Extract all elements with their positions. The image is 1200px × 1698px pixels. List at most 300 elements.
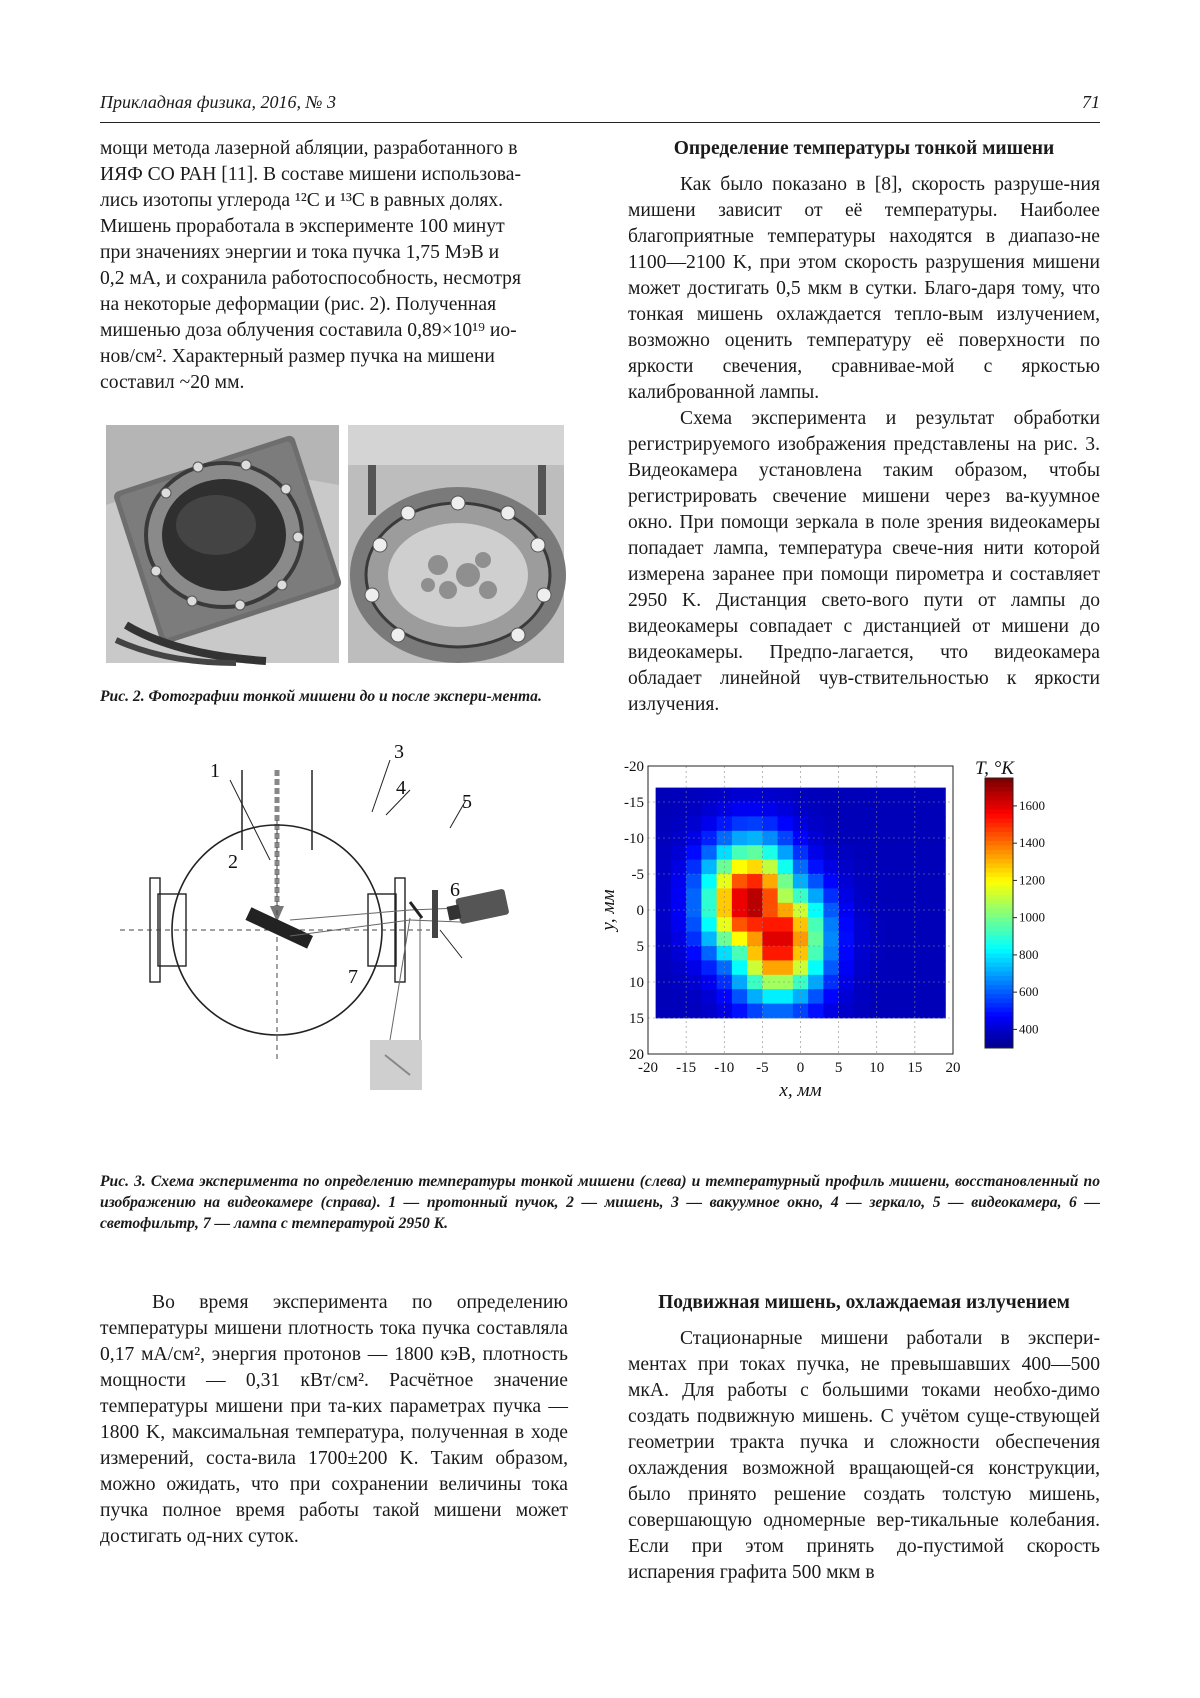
heatmap-cell [778,1004,794,1019]
heatmap-cell [900,816,916,831]
colorbar-segment [985,828,1013,833]
heatmap-cell [656,989,672,1004]
colorbar-segment [985,1026,1013,1031]
left-top-line: составил ~20 мм. [100,372,245,393]
heatmap-cell [701,788,717,803]
heatmap-cell [823,903,839,918]
heatmap-cell [884,802,900,817]
heatmap-cell [884,946,900,961]
heatmap-cell [839,1004,855,1019]
colorbar-segment [985,796,1013,801]
heatmap-cell [778,932,794,947]
heatmap-cell [717,917,733,932]
heatmap-cell [869,888,885,903]
heatmap-cell [778,860,794,875]
schema-label-2: 2 [228,851,238,873]
heatmap-cell [808,845,824,860]
heatmap-cell [747,816,763,831]
colorbar-segment [985,994,1013,999]
heatmap-cell [671,860,687,875]
heatmap-cell [839,802,855,817]
heatmap-cell [854,946,870,961]
temperature-heatmap [590,756,1110,1146]
colorbar-segment [985,1030,1013,1035]
colorbar-segment [985,864,1013,869]
heatmap-cell [884,903,900,918]
heatmap-cell [732,874,748,889]
heatmap-cell [823,788,839,803]
left-top-text [100,136,568,396]
colorbar-segment [985,792,1013,797]
colorbar-segment [985,850,1013,855]
heatmap-cell [915,788,931,803]
colorbar-segment [985,945,1013,950]
header-rule [100,122,1100,123]
colorbar-segment [985,1017,1013,1022]
left-top-line: при значениях энергии и тока пучка 1,75 МэВ и [100,242,500,263]
heatmap-cell [793,903,809,918]
colorbar-segment [985,895,1013,900]
heatmap-cell [915,960,931,975]
x-tick-label: -10 [714,1060,735,1076]
heatmap-cell [930,932,946,947]
heatmap-cell [823,989,839,1004]
heatmap-cell [793,816,809,831]
heatmap-cell [930,960,946,975]
colorbar-segment [985,913,1013,918]
colorbar-segment [985,954,1013,959]
heatmap-cell [884,888,900,903]
heatmap-cell [823,816,839,831]
heatmap-cell [900,932,916,947]
schema-label-1: 1 [210,760,220,782]
heatmap-cell [915,917,931,932]
heatmap-cell [869,917,885,932]
x-tick-label: -15 [676,1060,697,1076]
figure2-caption: Рис. 2. Фотографии тонкой мишени до и после экспери-мента. [100,688,542,705]
heatmap-cell [747,917,763,932]
colorbar-segment [985,900,1013,905]
heatmap-cell [686,874,702,889]
heatmap-cell [869,831,885,846]
paragraph: Стационарные мишени работали в экспери-ментах при токах пучка, не превышавших 400—500 мкА. Для работы с большими токами необхо-димо создать подвижную мишень. С учётом суще-ствующей геометрии тракта пучка и сложности обеспечения охлаждения возможной вращающей-ся конструкции, было принято решение создать толстую мишень, совершающую одномерные вер-тикальные колебания. Если при этом принять до-пустимой скорость испарения графита 500 мкм в [628,1328,1100,1583]
heatmap-cell [869,946,885,961]
heatmap-cell [701,874,717,889]
heatmap-cell [823,831,839,846]
heatmap-cell [930,860,946,875]
heatmap-cell [656,802,672,817]
heatmap-cell [701,917,717,932]
heatmap-cell [686,917,702,932]
heatmap-cell [930,917,946,932]
colorbar-tick-label: 800 [1019,946,1039,962]
experiment-schema [110,741,590,1100]
heatmap-cell [671,932,687,947]
heatmap-cell [671,1004,687,1019]
heatmap-cell [839,888,855,903]
heatmap-cell [854,903,870,918]
heatmap-cell [686,860,702,875]
heatmap-cell [869,802,885,817]
colorbar-segment [985,859,1013,864]
colorbar-segment [985,810,1013,815]
y-tick-label: -15 [624,795,644,811]
heatmap-cell [778,989,794,1004]
heatmap-cell [686,816,702,831]
heatmap-cell [823,960,839,975]
heatmap-cell [808,960,824,975]
heatmap-cell [930,1004,946,1019]
colorbar-segment [985,783,1013,788]
heatmap-cell [869,903,885,918]
colorbar-segment [985,999,1013,1004]
heatmap-cell [717,932,733,947]
photo-target-after [348,425,564,663]
left-bottom-text [100,1290,568,1550]
heatmap-cell [778,946,794,961]
heatmap-cell [884,860,900,875]
heatmap-cell [839,946,855,961]
heatmap-cell [930,989,946,1004]
heatmap-cell [747,960,763,975]
heatmap-cell [701,946,717,961]
heatmap-cell [686,1004,702,1019]
heatmap-cell [701,802,717,817]
heatmap-cell [671,788,687,803]
heatmap-cell [671,888,687,903]
colorbar-segment [985,931,1013,936]
section-heading-temperature: Определение температуры тонкой мишени [673,138,1055,159]
heatmap-cell [930,874,946,889]
heatmap-cell [686,888,702,903]
heatmap-cell [839,860,855,875]
heatmap-cell [717,802,733,817]
heatmap-cell [915,860,931,875]
heatmap-cell [732,860,748,875]
heatmap-cell [900,960,916,975]
colorbar-segment [985,837,1013,842]
heatmap-cell [717,816,733,831]
heatmap-cell [823,975,839,990]
y-tick-label: 5 [636,939,644,955]
colorbar-segment [985,805,1013,810]
heatmap-cell [808,802,824,817]
colorbar-tick-label: 400 [1019,1021,1039,1037]
colorbar-segment [985,985,1013,990]
heatmap-cell [900,831,916,846]
heatmap-cell [808,816,824,831]
heatmap-cell [656,816,672,831]
heatmap-cell [778,874,794,889]
colorbar-segment [985,882,1013,887]
paragraph: Как было показано в [8], скорость разруше-ния мишени зависит от её температуры. Наиболее благоприятные температуры находятся в диапазо-не 1100—2100 K, при этом скорость разрушения мишени может достигать 0,5 мкм в сутки. Благо-даря тому, что тонкая мишень охлаждается тепло-вым излучением, возможно оценить температуру её поверхности по яркости свечения, сравнивае-мой с яркостью калиброванной лампы. [628,174,1100,403]
heatmap-cell [732,932,748,947]
heatmap-cell [823,845,839,860]
heatmap-cell [747,1004,763,1019]
heatmap-cell [762,788,778,803]
heatmap-cell [854,932,870,947]
heatmap-cell [839,903,855,918]
heatmap-cell [915,802,931,817]
heatmap-cell [701,1004,717,1019]
heatmap-cell [732,816,748,831]
heatmap-cell [930,788,946,803]
heatmap-cell [808,874,824,889]
heatmap-cell [656,1004,672,1019]
heatmap-cell [747,845,763,860]
heatmap-cell [823,1004,839,1019]
heatmap-cell [884,975,900,990]
heatmap-cell [671,874,687,889]
heatmap-cell [686,989,702,1004]
colorbar-segment [985,855,1013,860]
heatmap-cell [732,1004,748,1019]
heatmap-cell [671,960,687,975]
heatmap-cell [762,960,778,975]
heatmap-cell [884,845,900,860]
colorbar-segment [985,823,1013,828]
colorbar-segment [985,967,1013,972]
colorbar-segment [985,801,1013,806]
heatmap-cell [915,874,931,889]
heatmap-cell [701,989,717,1004]
heatmap-cell [930,816,946,831]
left-top-line: лись изотопы углерода ¹²C и ¹³C в равных долях. [100,190,504,211]
heatmap-cell [747,860,763,875]
heatmap-cell [808,975,824,990]
heatmap-cell [701,860,717,875]
heatmap-cell [656,917,672,932]
heatmap-cell [854,874,870,889]
heatmap-cell [778,845,794,860]
heatmap-cell [686,788,702,803]
heatmap-cell [732,989,748,1004]
left-top-line: мишенью доза облучения составила 0,89×10¹⁹ ио- [100,320,517,341]
heatmap-cell [869,816,885,831]
heatmap-cell [884,816,900,831]
colorbar-segment [985,1035,1013,1040]
colorbar-segment [985,990,1013,995]
heatmap-cell [900,1004,916,1019]
heatmap-cell [732,888,748,903]
heatmap-cell [854,860,870,875]
heatmap-cell [900,860,916,875]
colorbar-segment [985,886,1013,891]
y-axis-label: y, мм [598,889,619,931]
heatmap-cell [900,946,916,961]
heatmap-cell [884,831,900,846]
heatmap-cell [778,802,794,817]
heatmap-cell [701,960,717,975]
heatmap-cell [823,860,839,875]
colorbar-segment [985,873,1013,878]
heatmap-cell [656,860,672,875]
heatmap-cell [686,960,702,975]
heatmap-cell [778,917,794,932]
heatmap-cell [915,1004,931,1019]
colorbar-segment [985,891,1013,896]
heatmap-cell [900,845,916,860]
heatmap-cell [732,960,748,975]
heatmap-cell [747,888,763,903]
colorbar-segment [985,1039,1013,1044]
paragraph: Во время эксперимента по определению температуры мишени плотность тока пучка составляла 0,17 мА/см², энергия протонов — 1800 кэВ, плотность мощности — 0,31 кВт/см². Расчётное значение температуры мишени при та-ких параметрах пучка — 1800 K, максимальная температура, полученная в ходе измерений, соста-вила 1700±200 K. Таким образом, можно ожидать, что при сохранении величины тока пучка полное время работы такой мишени может достигать од-них суток. [100,1292,568,1547]
heatmap-cell [762,888,778,903]
heatmap-cell [778,816,794,831]
heatmap-cell [793,831,809,846]
colorbar-segment [985,877,1013,882]
heatmap-cell [732,802,748,817]
left-top-line: на некоторые деформации (рис. 2). Полученная [100,294,497,315]
heatmap-cell [671,802,687,817]
heatmap-cell [686,802,702,817]
y-tick-label: -10 [624,831,644,847]
y-tick-label: 0 [636,903,644,919]
section-heading-moving-target: Подвижная мишень, охлаждаемая излучением [658,1292,1070,1313]
heatmap-cell [656,888,672,903]
heatmap-cell [793,802,809,817]
heatmap-cell [854,1004,870,1019]
left-top-line: ИЯФ СО РАН [11]. В составе мишени использова- [100,164,521,185]
heatmap-cell [808,946,824,961]
y-tick-label: -5 [631,867,644,883]
heatmap-cell [854,831,870,846]
heatmap-cell [823,874,839,889]
heatmap-cell [915,946,931,961]
heatmap-cell [671,917,687,932]
heatmap-cell [854,788,870,803]
heatmap-cell [656,788,672,803]
heatmap-cell [839,788,855,803]
colorbar-tick-label: 1200 [1019,872,1045,888]
heatmap-cell [762,816,778,831]
colorbar-segment [985,927,1013,932]
page-number: 71 [1082,92,1100,112]
colorbar-tick-label: 600 [1019,984,1039,1000]
heatmap-cell [747,932,763,947]
heatmap-cell [900,874,916,889]
heatmap-cell [930,888,946,903]
heatmap-cell [915,989,931,1004]
x-tick-label: -20 [638,1060,658,1076]
heatmap-cell [762,989,778,1004]
left-top-line: мощи метода лазерной абляции, разработанного в [100,138,518,159]
heatmap-cell [808,932,824,947]
colorbar-segment [985,918,1013,923]
heatmap-cell [839,874,855,889]
x-tick-label: -5 [756,1060,769,1076]
figure3-caption: Рис. 3. Схема эксперимента по определению температуры тонкой мишени (слева) и температурный профиль мишени, восстановленный по изображению на видеокамере (справа). 1 — протонный пучок, 2 — мишень, 3 — вакуумное окно, 4 — зеркало, 5 — видеокамера, 6 — светофильтр, 7 — лампа с температурой 2950 K. [100,1173,1100,1232]
heatmap-cell [778,788,794,803]
heatmap-cell [656,874,672,889]
heatmap-cell [839,816,855,831]
colorbar-segment [985,940,1013,945]
left-top-line: 0,2 мА, и сохранила работоспособность, несмотря [100,268,521,289]
colorbar-segment [985,976,1013,981]
colorbar-segment [985,814,1013,819]
heatmap-cell [854,888,870,903]
heatmap-cell [747,874,763,889]
heatmap-cell [762,917,778,932]
heatmap-cell [762,1004,778,1019]
y-tick-label: 10 [629,975,644,991]
heatmap-cell [884,932,900,947]
heatmap-cell [823,888,839,903]
heatmap-cell [900,989,916,1004]
heatmap-cell [656,960,672,975]
x-tick-label: 0 [796,1060,805,1076]
heatmap-cell [732,946,748,961]
heatmap-cell [762,802,778,817]
heatmap-cell [686,946,702,961]
heatmap-cell [701,845,717,860]
heatmap-cell [854,989,870,1004]
heatmap-cell [839,917,855,932]
heatmap-cell [762,874,778,889]
y-tick-label: -20 [624,759,644,775]
heatmap-cell [854,960,870,975]
heatmap-cell [701,888,717,903]
heatmap-cell [854,845,870,860]
heatmap-cell [884,788,900,803]
heatmap-cell [793,932,809,947]
heatmap-cell [930,946,946,961]
heatmap-cell [900,903,916,918]
y-tick-label: 20 [629,1047,644,1063]
heatmap-cell [854,802,870,817]
heatmap-cell [747,802,763,817]
heatmap-cell [884,874,900,889]
heatmap-cell [808,888,824,903]
heatmap-cell [900,802,916,817]
heatmap-cell [808,1004,824,1019]
heatmap-cell [900,888,916,903]
heatmap-cell [884,917,900,932]
heatmap-cell [793,917,809,932]
left-top-line: Мишень проработала в эксперименте 100 минут [100,216,505,237]
heatmap-cell [686,932,702,947]
colorbar-segment [985,904,1013,909]
heatmap-cell [869,788,885,803]
heatmap-cell [915,932,931,947]
heatmap-cell [808,917,824,932]
schema-label-5: 5 [462,791,472,813]
heatmap-cell [839,845,855,860]
heatmap-cell [900,975,916,990]
heatmap-cell [701,932,717,947]
heatmap-cell [732,788,748,803]
heatmap-cell [686,845,702,860]
heatmap-cell [839,932,855,947]
y-tick-label: 15 [629,1011,644,1027]
colorbar-segment [985,963,1013,968]
heatmap-cell [884,1004,900,1019]
schema-label-6: 6 [450,879,460,901]
colorbar-segment [985,841,1013,846]
heatmap-cell [930,802,946,817]
heatmap-cell [808,788,824,803]
heatmap-cell [839,960,855,975]
colorbar-tick-label: 1000 [1019,909,1045,925]
heatmap-cell [915,845,931,860]
schema-label-7: 7 [348,966,358,988]
heatmap-cell [808,860,824,875]
running-header-journal: Прикладная физика, 2016, № 3 [100,92,336,112]
colorbar-segment [985,868,1013,873]
heatmap-cell [900,788,916,803]
heatmap-cell [839,831,855,846]
schema-label-3: 3 [394,741,404,763]
